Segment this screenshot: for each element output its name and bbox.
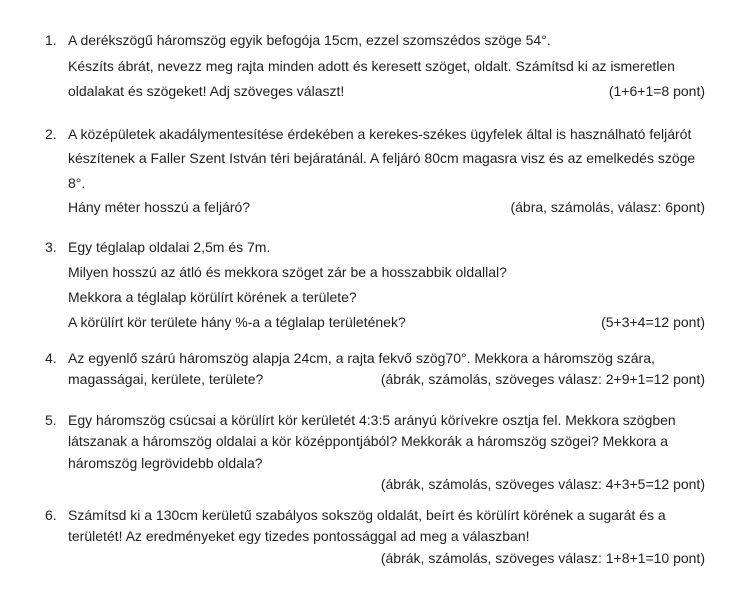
- problem-6: [45, 505, 705, 570]
- problem-3-line-3: [68, 285, 705, 310]
- problem-5-line-2: [68, 431, 705, 453]
- problem-3-line-4: [68, 310, 705, 335]
- points-label: (5+3+4=12 pont): [601, 314, 705, 331]
- problem-number: 3.: [45, 238, 57, 255]
- problem-text: Egy háromszög csúcsai a körülírt kör kerületét 4:3:5 arányú körívekre osztja fel. Mekkora szögben: [68, 411, 676, 428]
- problem-6-line-3: [68, 548, 705, 570]
- problem-4-line-1: [68, 348, 705, 370]
- problem-5: [45, 410, 705, 496]
- problem-number: 4.: [45, 349, 57, 366]
- points-label: (ábrák, számolás, szöveges válasz: 2+9+1=12 pont): [380, 371, 705, 388]
- problem-text: 8°.: [68, 174, 86, 191]
- problem-text: Egy téglalap oldalai 2,5m és 7m.: [68, 238, 271, 255]
- problem-content: [68, 122, 705, 220]
- problem-text: készítenek a Faller Szent István téri bejáratánál. A feljáró 80cm magasra visz és az emelkedés szöge: [68, 150, 696, 166]
- problem-number: 2.: [45, 125, 57, 142]
- points-label: (ábrák, számolás, szöveges válasz: 1+8+1=10 pont): [380, 549, 705, 566]
- problem-text: Hány méter hosszú a feljáró?: [68, 199, 251, 215]
- problem-4: [45, 348, 705, 391]
- problem-4-line-2: [68, 369, 705, 391]
- problem-2-line-1: [68, 122, 705, 147]
- problem-6-line-2: [68, 526, 705, 548]
- problem-number: 6.: [45, 506, 57, 523]
- points-label: (1+6+1=8 pont): [608, 83, 705, 99]
- problem-number: 5.: [45, 411, 57, 428]
- problem-text: Számítsd ki a 130cm kerületű szabályos sokszög oldalát, beírt és körülírt körének a sugarát és a: [68, 506, 666, 523]
- problem-5-line-3: [68, 453, 705, 475]
- problem-1-line-3: [68, 79, 705, 105]
- problem-text: A középületek akadálymentesítése érdekében a kerekes-székes ügyfelek által is használható feljárót: [68, 125, 692, 142]
- problem-1: [45, 28, 705, 105]
- problem-text: Készíts ábrát, nevezz meg rajta minden adott és keresett szöget, oldalt. Számítsd ki az ismeretlen: [68, 57, 675, 74]
- problem-5-line-4: [68, 474, 705, 496]
- problem-1-line-2: [68, 54, 705, 80]
- problem-6-line-1: [68, 505, 705, 527]
- problem-2-line-3: [68, 171, 705, 196]
- points-label: (ábra, számolás, válasz: 6pont): [510, 199, 705, 215]
- problem-content: [68, 348, 705, 391]
- problem-2-line-2: [68, 146, 705, 171]
- problem-text: Mekkora a téglalap körülírt körének a területe?: [68, 289, 357, 306]
- problem-text: oldalakat és szögeket! Adj szöveges választ!: [68, 83, 345, 99]
- problem-content: [68, 505, 705, 570]
- problem-text: területét! Az eredményeket egy tizedes pontossággal ad meg a válaszban!: [68, 528, 530, 545]
- problem-text: háromszög legrövidebb oldala?: [68, 454, 263, 471]
- problem-text: látszanak a háromszög oldalai a kör középpontjából? Mekkorák a háromszög szögei? Mekkora a: [68, 433, 668, 450]
- problem-text: Az egyenlő szárú háromszög alapja 24cm, a rajta fekvő szög70°. Mekkora a háromszög szára,: [68, 349, 655, 366]
- problem-5-line-1: [68, 410, 705, 432]
- problem-2-line-4: [68, 195, 705, 220]
- problem-text: A körülírt kör területe hány %-a a téglalap területének?: [68, 314, 406, 331]
- problem-2: [45, 122, 705, 220]
- problem-3-line-2: [68, 260, 705, 285]
- problem-3: [45, 235, 705, 336]
- problem-text: Milyen hosszú az átló és mekkora szöget zár be a hosszabbik oldallal?: [68, 263, 507, 280]
- problem-3-line-1: [68, 235, 705, 260]
- problem-content: [68, 410, 705, 496]
- problem-list: [45, 28, 705, 569]
- problem-number: 1.: [45, 32, 57, 48]
- problem-content: [68, 28, 705, 105]
- problem-content: [68, 235, 705, 336]
- problem-1-line-1: [68, 28, 705, 54]
- points-label: (ábrák, számolás, szöveges válasz: 4+3+5=12 pont): [380, 476, 705, 493]
- problem-text: A derékszögű háromszög egyik befogója 15cm, ezzel szomszédos szöge 54°.: [68, 32, 551, 48]
- problem-text: magasságai, kerülete, területe?: [68, 371, 264, 388]
